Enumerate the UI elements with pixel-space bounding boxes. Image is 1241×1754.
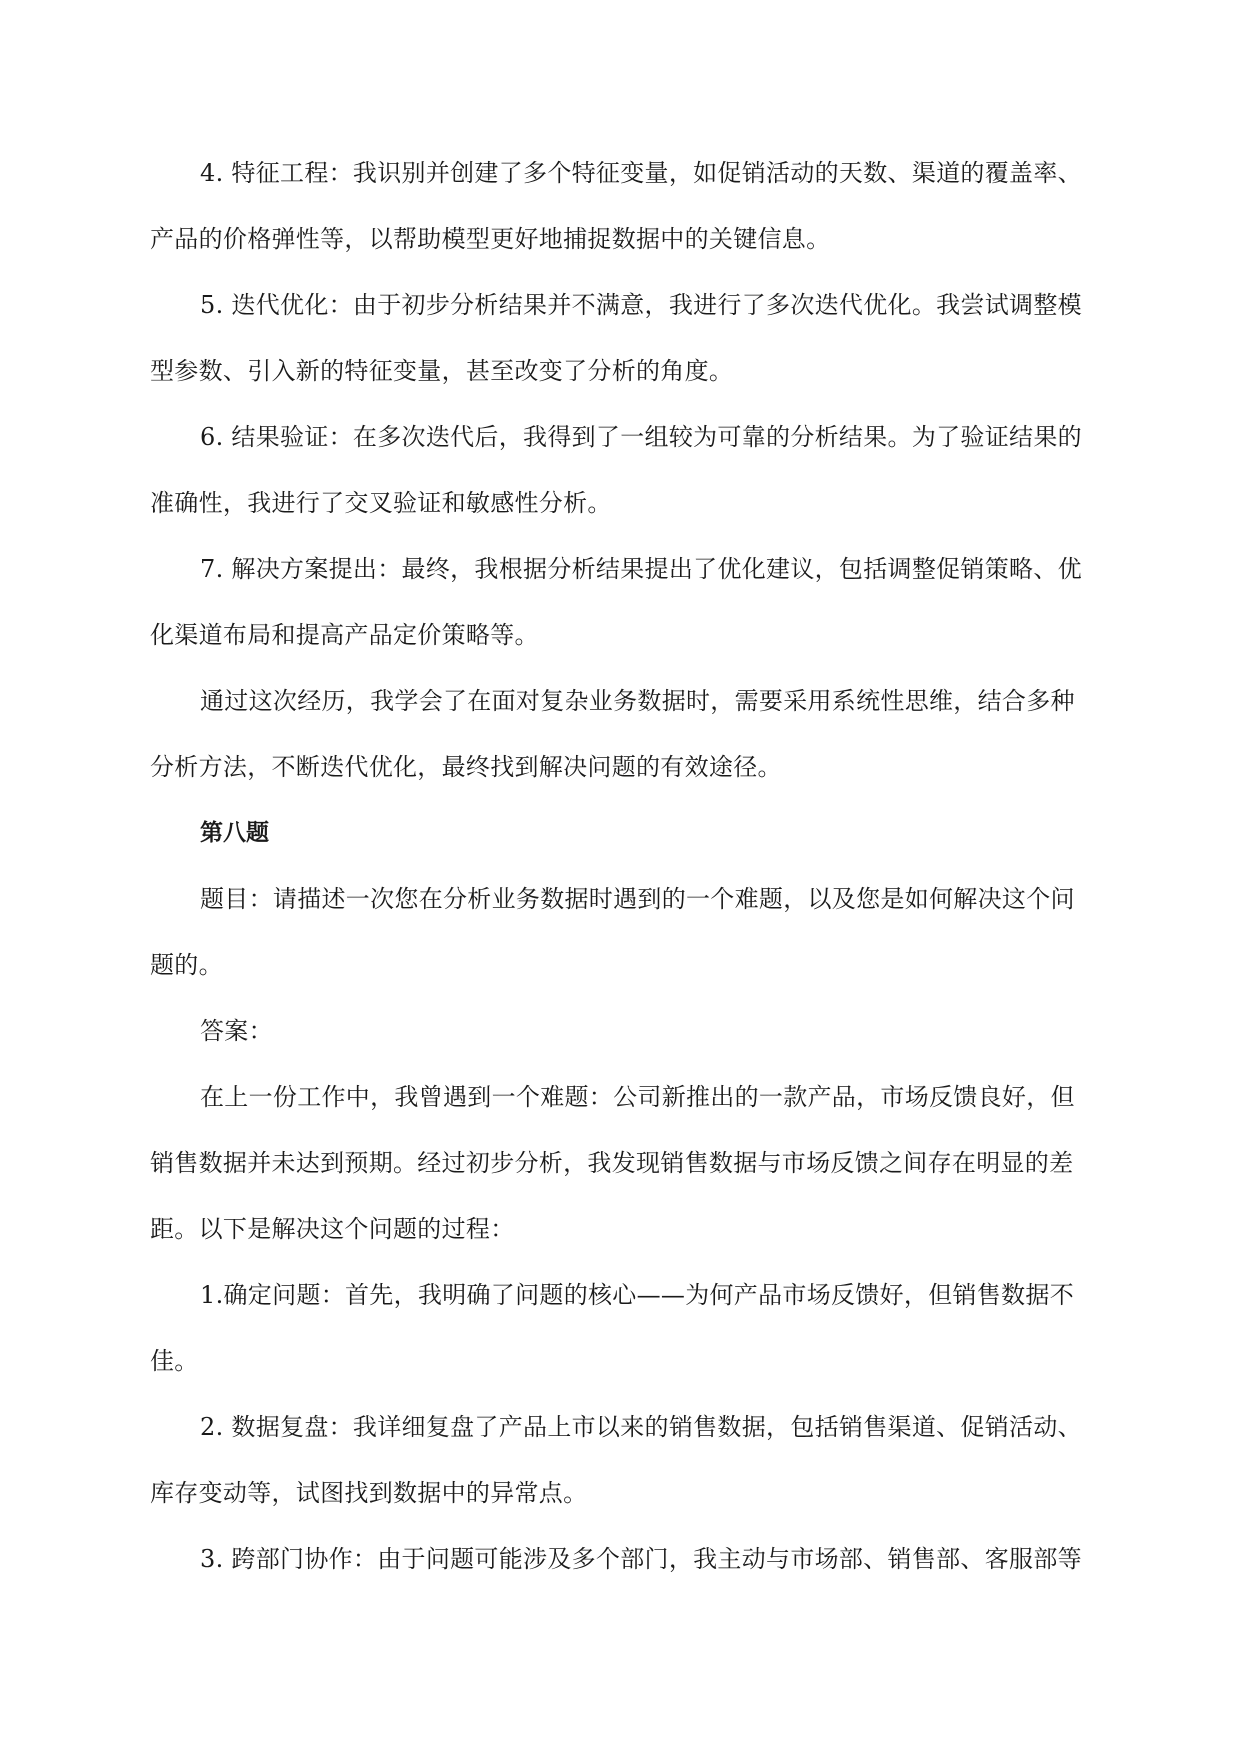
paragraph-background: 在上一份工作中，我曾遇到一个难题：公司新推出的一款产品，市场反馈良好，但销售数据并未达到预期。经过初步分析，我发现销售数据与市场反馈之间存在明显的差距。以下是解决这个问题的过程： bbox=[150, 1083, 1075, 1243]
paragraph-feature-engineering: 4. 特征工程：我识别并创建了多个特征变量，如促销活动的天数、渠道的覆盖率、产品的价格弹性等，以帮助模型更好地捕捉数据中的关键信息。 bbox=[150, 159, 1082, 253]
paragraph-result-validation: 6. 结果验证：在多次迭代后，我得到了一组较为可靠的分析结果。为了验证结果的准确性，我进行了交叉验证和敏感性分析。 bbox=[150, 423, 1082, 517]
paragraph-solution-proposal: 7. 解决方案提出：最终，我根据分析结果提出了优化建议，包括调整促销策略、优化渠道布局和提高产品定价策略等。 bbox=[150, 555, 1082, 649]
paragraph-question: 题目：请描述一次您在分析业务数据时遇到的一个难题，以及您是如何解决这个问题的。 bbox=[150, 885, 1075, 979]
paragraph-data-review: 2. 数据复盘：我详细复盘了产品上市以来的销售数据，包括销售渠道、促销活动、库存变动等，试图找到数据中的异常点。 bbox=[150, 1413, 1082, 1507]
paragraph-iterative-optimization: 5. 迭代优化：由于初步分析结果并不满意，我进行了多次迭代优化。我尝试调整模型参数、引入新的特征变量，甚至改变了分析的角度。 bbox=[150, 291, 1082, 385]
document-body bbox=[150, 140, 1095, 1592]
paragraph-define-problem: 1.确定问题：首先，我明确了问题的核心——为何产品市场反馈好，但销售数据不佳。 bbox=[150, 1281, 1074, 1375]
paragraph-answer-label: 答案： bbox=[200, 1017, 273, 1045]
paragraph-summary: 通过这次经历，我学会了在面对复杂业务数据时，需要采用系统性思维，结合多种分析方法，不断迭代优化，最终找到解决问题的有效途径。 bbox=[150, 687, 1075, 781]
paragraph-cross-department: 3. 跨部门协作：由于问题可能涉及多个部门，我主动与市场部、销售部、客服部等 bbox=[200, 1545, 1082, 1573]
section-heading: 第八题 bbox=[200, 820, 269, 846]
